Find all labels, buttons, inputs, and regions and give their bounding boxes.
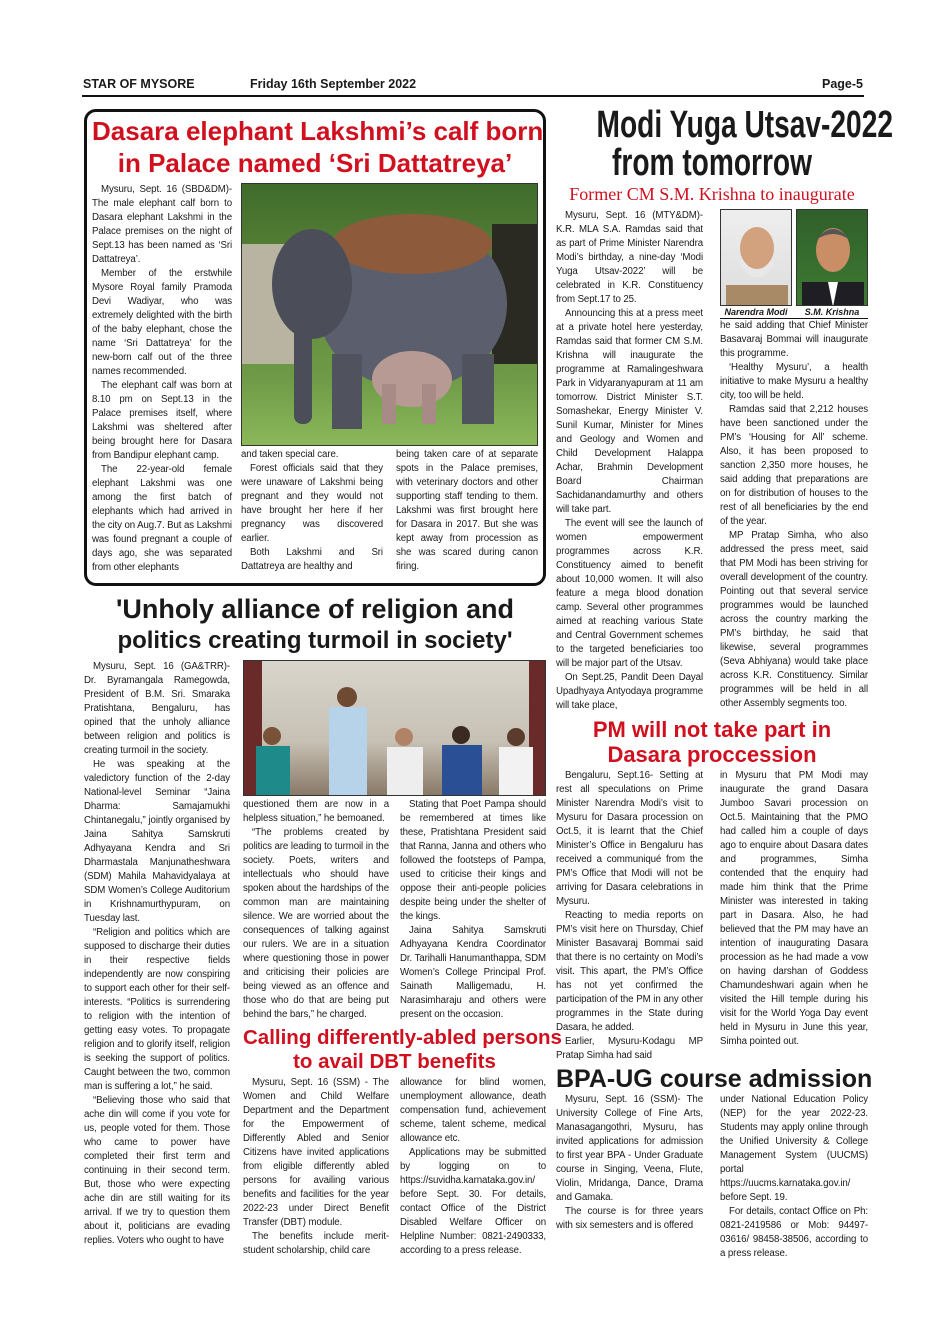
paragraph: The elephant calf was born at 8.10 pm on Sept.13 in the Palace premises itself, where Lakshmi was sheltered after being brought here for Dasara from Bandipur elephant camp. (92, 380, 232, 461)
paragraph: MP Pratap Simha, who also addressed the press meet, said that PM Modi has been striving for overall development of the country. Pointing out that several service programmes would be launched across the country marking the PM’s birthday, he said that likewise, several programmes (Seva Abhiyana) would take place across K.R. Constituency. Similar programmes will be held in all other Assembly segments too. (720, 530, 868, 709)
seminar-image (244, 661, 546, 796)
unholy-right (243, 660, 562, 1258)
dbt-columns (243, 1076, 546, 1258)
paragraph: Both Lakshmi and Sri Dattatreya are healthy and (241, 547, 383, 572)
paragraph: Mysuru, Sept. 16 (GA&TRR)- Dr. Byramangala Ramegowda, President of B.M. Sri. Smaraka Pratishtana, Bengaluru, has opined that the unholy alliance between religion and politics is creating turmoil in the society. (84, 661, 230, 756)
paragraph: Jaina Sahitya Samskruti Adhyayana Kendra Coordinator Dr. Tarihalli Hanumanthappa, SDM Women’s College Principal Prof. Sainath Malligemadu, H. Narasimharaju and others were present on the occasion. (400, 925, 546, 1020)
modi-headline (556, 104, 893, 184)
portrait-image (721, 210, 792, 306)
paragraph: The 22-year-old female elephant Lakshmi was one among the first batch of elephants which had arrived in the city on Aug.7. But as Lakshmi was found pregnant a couple of days ago, she was separated from other elephants (92, 464, 232, 573)
headline-line: PM will not take part in (592, 717, 832, 742)
paragraph: Ramdas said that 2,212 houses have been sanctioned under the PM’s ‘Housing for All’ scheme. Also, it has been proposed to sanction 2,350 more houses, he said adding that preparations are on for distribution of houses to the rest of all beneficiaries by the end of the year. (720, 404, 868, 527)
paragraph: ‘Healthy Mysuru’, a health initiative to make Mysuru a healthy city, too will be held. (720, 362, 868, 401)
modi-column-2 (720, 319, 868, 711)
paragraph: Member of the erstwhile Mysore Royal family Pramoda Devi Wadiyar, who was extremely delighted with the birth of the baby elephant, chose the name ‘Sri Dattatreya’ for the new-born calf out of the three names recommended. (92, 268, 232, 377)
dbt-column-1 (243, 1076, 389, 1258)
elephant-headline (92, 115, 544, 179)
headline-line: Dasara proccession (607, 742, 817, 767)
headline-line: politics creating turmoil in society' (117, 627, 513, 654)
paragraph: Applications may be submitted by logging on to https://suvidha.karnataka.gov.in/ before Sept. 30. For details, contact Office of the District Disabled Welfare Officer on Helpline Number: 0821-2490333, according to a press release. (400, 1147, 546, 1256)
unholy-column-3 (400, 798, 546, 1022)
paragraph: “Religion and politics which are supposed to discharge their duties in their respective fields independently are now conspiring to support each other for their self-interests. “Politics is surrendering to religion with the intention of getting easy votes. To propagate religion and to glorify itself, religion is seeking the support of politics. Caught between the two, common man is suffering a lot,” he said. (84, 927, 230, 1092)
paragraph: he said adding that Chief Minister Basavaraj Bommai will inaugurate this programme. (720, 320, 868, 359)
paragraph: in Mysuru that PM Modi may inaugurate the grand Dasara Jumboo Savari procession on Oct.5. Maintaining that the PMO had called him a couple of days ago to enquire about Dasara dates and programmes, Simha contended that the enquiry had made him think that the Prime Minister was interested in taking part in Dasara. Also, he had believed that the PM may have an intention of inaugurating Dasara procession as he had made a vow on having darshan of Goddess Chamundeshwari again when he visited the Hill temple during his visit for the World Yoga Day event held in Mysuru in June this year, Simha pointed out. (720, 770, 868, 1047)
unholy-lower-columns (243, 798, 546, 1022)
elephant-body (92, 183, 538, 575)
dbt-headline (243, 1026, 562, 1074)
modi-body (556, 209, 868, 713)
bpa-columns (556, 1093, 868, 1261)
bpa-column-1 (556, 1093, 703, 1233)
paragraph: For details, contact Office on Ph: 0821-2419586 or Mob: 94497-03616/ 98458-38506, according to a press release. (720, 1206, 868, 1259)
unholy-headline (84, 594, 546, 656)
elephant-photo (241, 183, 538, 446)
paragraph: The event will see the launch of women empowerment programmes across K.R. Constituency aimed to benefit about 10,000 women. It will also feature a mega blood donation camp. Several other programmes aimed at reaching various State and Central Government schemes to the targeted beneficiaries too will be major part of the Utsav. (556, 518, 703, 669)
portrait-row (720, 209, 868, 306)
header-rule (82, 95, 864, 97)
paragraph: He was speaking at the valedictory function of the 2-day National-level Seminar “Jaina Dharma: Samajamukhi Chintanegalu,” jointly organised by Jaina Sahitya Samskruti Adhyayana Kendra and Sri Dharmastala Manjunatheshwara (SDM) Mahila Mahavidyalaya at SDM Women’s College Auditorium in Krishnamurthypuram, on Tuesday last. (84, 759, 230, 924)
right-section (556, 104, 893, 1261)
portrait-image (797, 210, 868, 306)
headline-line: in Palace named ‘Sri Dattatreya’ (117, 148, 513, 178)
elephant-image (242, 184, 538, 446)
pm-columns (556, 769, 868, 1063)
paragraph: “Believing those who said that ache din will come if you vote for us, people voted for them. Those who came to power have completed their first term and continuing in their second term. But, those who were expecting ache din are still waiting for its arrival. If we try to question them about it, politicians are evading replies. Voters who ought to have (84, 1095, 230, 1246)
headline-line: 'Unholy alliance of religion and (116, 594, 514, 624)
elephant-column-1 (92, 183, 232, 575)
paragraph: being taken care of at separate spots in the Palace premises, with veterinary doctors and other supporting staff tending to them. Lakshmi was first brought here for Dasara in 2017. But she was kept away from procession as she was scared during canon firing. (396, 449, 538, 572)
paragraph: Bengaluru, Sept.16- Setting at rest all speculations on Prime Minister Narendra Modi’s visit to Mysuru for Dasara procession on Oct.5, it is learnt that the Chief Minister’s Office in Bengaluru has received a communiqué from the PM’s Office that Modi will not be arriving for Dasara celebrations in Mysuru. (556, 770, 703, 907)
page-number: Page-5 (822, 77, 863, 91)
elephant-column-2 (241, 448, 383, 574)
dbt-column-2 (400, 1076, 546, 1258)
unholy-body (84, 660, 562, 1258)
issue-date: Friday 16th September 2022 (250, 77, 417, 91)
paragraph: Mysuru, Sept. 16 (SBD&DM)- The male elephant calf born to Dasara elephant Lakshmi in the Palace premises on the night of Sept.13 has been named as ‘Sri Dattatreya’. (92, 184, 232, 265)
modi-right (720, 209, 868, 711)
headline-line: Dasara elephant Lakshmi’s calf born (92, 116, 544, 146)
bpa-column-2 (720, 1093, 868, 1261)
pm-headline (556, 717, 868, 767)
modi-subhead: Former CM S.M. Krishna to inaugurate (569, 184, 855, 204)
modi-column-1 (556, 209, 703, 713)
newspaper-name: STAR OF MYSORE (83, 77, 195, 91)
paragraph: questioned them are now in a helpless situation,” he bemoaned. (243, 799, 389, 824)
photo-caption: Narendra Modi (724, 307, 788, 317)
photo-caption: S.M. Krishna (804, 307, 860, 317)
paragraph: “The problems created by politics are leading to turmoil in the society. Poets, writers and intellectuals who should have spoken about the hardships of the common man are maintaining silence. We are worried about the consequences of talking against our rulers. We are in a situation where questioning those in power and criticising their policies are being viewed as an offence and those who do that are being put behind the bars,” he charged. (243, 827, 389, 1020)
paragraph: Mysuru, Sept. 16 (SSM) - The Women and Child Welfare Department and the Department for the Empowerment of Differently Abled and Senior Citizens have invited applications from eligible differently abled persons for availing various benefits and facilities for the year 2022-23 under Direct Benefit Transfer (DBT) module. (243, 1077, 389, 1228)
elephant-lower-columns (241, 448, 538, 574)
paragraph: Stating that Poet Pampa should be remembered at times like these, Pratishtana President said that Ranna, Janna and others who followed the footsteps of Pampa, used to criticise their kings and oppose their anti-people policies despite being under the shelter of the kings. (400, 799, 546, 922)
paragraph: Announcing this at a press meet at a private hotel here yesterday, Ramdas said that former CM S.M. Krishna will inaugurate the programme at Ramalingeshwara Park in Vidyaranyapuram at 11 am tomorrow. District Minister S.T. Somashekar, Energy Minister V. Sunil Kumar, Minister for Mines and Geology and Women and Child Development Halappa Achar, Brahmin Development Board Chairman Sachidanandamurthy and others will take part. (556, 308, 703, 515)
paragraph: The benefits include merit-student scholarship, child care (243, 1231, 389, 1256)
left-section (84, 109, 562, 1258)
paragraph: Mysuru, Sept. 16 (MTY&DM)- K.R. MLA S.A. Ramdas said that as part of Prime Minister Narendra Modi’s birthday, a nine-day ‘Modi Yuga Utsav-2022’ will be celebrated in K.R. Constituency from Sept.17 to 25. (556, 210, 703, 305)
paragraph: The course is for three years with six semesters and is offered (556, 1206, 703, 1231)
headline-line: Calling differently-abled persons (243, 1026, 562, 1049)
paragraph: Forest officials said that they were unaware of Lakshmi being pregnant and they would not have brought her here if her pregnancy was discovered earlier. (241, 463, 383, 544)
bpa-headline: BPA-UG course admission (556, 1065, 873, 1093)
headline-line: Modi Yuga Utsav-2022 (596, 104, 893, 146)
elephant-column-3 (396, 448, 538, 574)
paragraph: Reacting to media reports on PM’s visit here on Thursday, Chief Minister Basavaraj Bommai said that there is no certainty on Modi’s visit. This apart, the PM’s Office has not yet confirmed the participation of the PM in any other programmes in the State during Dasara, he added. (556, 910, 703, 1033)
elephant-right (241, 183, 538, 574)
pm-column-2 (720, 769, 868, 1049)
paragraph: and taken special care. (241, 449, 339, 460)
headline-line: to avail DBT benefits (293, 1050, 496, 1073)
unholy-column-2 (243, 798, 389, 1022)
paragraph: under National Education Policy (NEP) for the year 2022-23. Students may apply online through the Unified University & College Management System (UUCMS) portal https://uucms.karnataka.gov.in/ before Sept. 19. (720, 1094, 868, 1203)
unholy-column-1 (84, 660, 230, 1248)
caption-row (720, 306, 868, 319)
pm-column-1 (556, 769, 703, 1063)
seminar-photo (243, 660, 546, 796)
paragraph: allowance for blind women, unemployment allowance, death compensation fund, achievement scheme, talent scheme, medical allowance etc. (400, 1077, 546, 1144)
elephant-story-box (84, 109, 546, 586)
sm-krishna-photo (796, 209, 868, 306)
paragraph: On Sept.25, Pandit Deen Dayal Upadhyaya Antyodaya programme will take place, (556, 672, 703, 711)
headline-line: from tomorrow (612, 142, 812, 184)
narendra-modi-photo (720, 209, 792, 306)
paragraph: Earlier, Mysuru-Kodagu MP Pratap Simha had said (556, 1036, 703, 1061)
paragraph: Mysuru, Sept. 16 (SSM)- The University College of Fine Arts, Manasagangothri, Mysuru, has invited applications for admission to first year BPA - Under Graduate course in Singing, Veena, Flute, Violin, Mridanga, Dance, Drama and Gamaka. (556, 1094, 703, 1203)
